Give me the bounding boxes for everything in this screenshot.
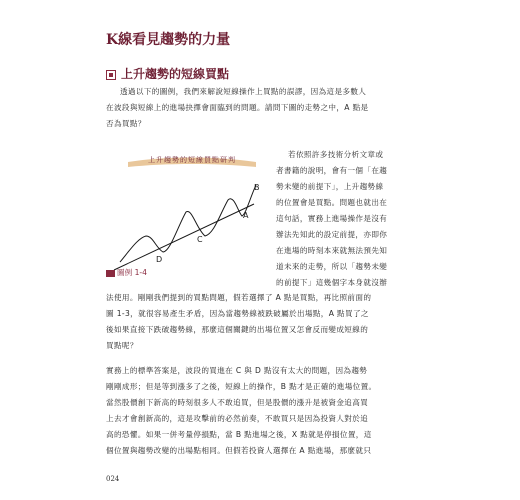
trend-chart — [106, 152, 274, 280]
page-number: 024 — [106, 475, 120, 483]
side-line: 在進場的時刻本來就無法預先知 — [276, 246, 388, 255]
point-d-label: D — [156, 255, 163, 264]
section-heading: 上升趨勢的短線買點 — [121, 67, 230, 81]
figure-caption: 圖例 1-4 — [117, 268, 148, 277]
continued-line: 法使用。剛剛我們提到的買點問題，假若選擇了 A 點是買點，再比照前面的 — [106, 293, 372, 302]
body-line: 剛剛成形；但是等到漲多了之後，短線上的操作，B 點才是正確的進場位置。 — [106, 382, 377, 391]
side-line: 者書籍的說明，會有一個「在趨 — [276, 166, 388, 175]
side-line: 的前提下」這幾個字本身就沒辦 — [276, 278, 388, 287]
side-line: 的位置會是買點。問題也就出在 — [276, 198, 388, 207]
figure-title: 上升趨勢的短線買點研判 — [148, 156, 236, 164]
price-curve — [120, 185, 256, 262]
side-line: 勢未變的前提下」，上升趨勢線 — [276, 182, 384, 191]
intro-line: 在波段與短線上的進場抉擇會面臨到的問題。請問下圖的走勢之中，A 點是 — [106, 103, 369, 112]
body-line: 上去才會創新高的，這是攻擊前的必然前奏，不敢買只是因為投資人對於追 — [106, 414, 369, 423]
trend-figure — [106, 152, 274, 280]
body-line: 實務上的標準答案是，波段的買進在 C 與 D 點沒有太大的問題，因為趨勢 — [106, 366, 368, 375]
continued-line: 買點呢？ — [106, 341, 138, 350]
continued-line: 後如果直接下跌破趨勢線，那麼這個關鍵的出場位置又怎會反而變成短線的 — [106, 325, 369, 334]
side-line: 辦法先知此的設定前提，亦即你 — [276, 230, 388, 239]
side-line: 這句話，實務上進場操作是沒有 — [276, 214, 388, 223]
side-line: 若依照許多技術分析文章或 — [288, 150, 384, 159]
continued-line: 圖 1-3，就很容易產生矛盾，因為當趨勢線被跌破屬於出場點，A 點買了之 — [106, 309, 369, 318]
point-a-label: A — [243, 211, 249, 220]
section-square-icon — [106, 70, 116, 80]
caption-marker — [106, 270, 115, 277]
page-title: K線看見趨勢的力量 — [106, 32, 231, 48]
body-line: 高的恐懼。如果一併考量停損點，當 B 點進場之後，X 點就是停損位置，這 — [106, 430, 372, 439]
intro-line: 透過以下的圖例，我們來解說短線操作上買點的誤謬，因為這是多數人 — [120, 87, 367, 96]
intro-line: 否為買點？ — [106, 119, 146, 128]
body-line: 個位置與趨勢改變的出場點相同。但假若投資人選擇在 A 點進場，那麼就只 — [106, 446, 372, 455]
point-c-label: C — [197, 235, 203, 244]
side-line: 道未來的走勢，所以「趨勢未變 — [276, 262, 388, 271]
uptrend-line — [114, 204, 254, 270]
body-line: 當然股價創下新高的時刻很多人不敢追買，但是股價的漲升是被資金追高買 — [106, 398, 369, 407]
point-b-label: B — [254, 183, 260, 192]
